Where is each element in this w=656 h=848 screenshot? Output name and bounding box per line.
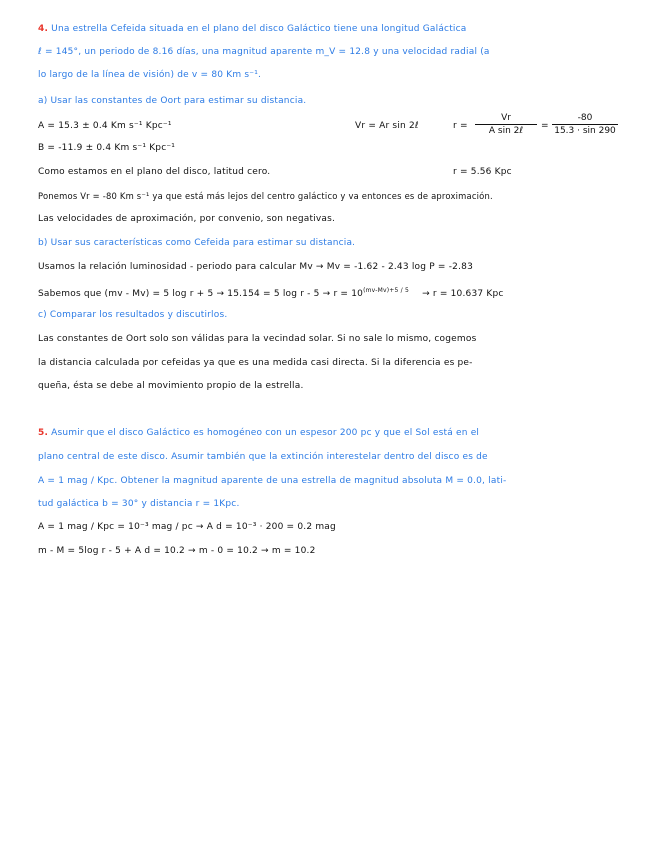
problem-4-number: 4.: [38, 24, 49, 34]
fraction-2-bar: [552, 124, 618, 125]
fraction-vr-over-asin: [475, 113, 537, 136]
problem-4-line-1: [38, 24, 467, 34]
problem-5-line-4: tud galáctica b = 30° y distancia r = 1Kpc.: [38, 499, 240, 509]
question-4c: c) Comparar los resultados y discutirlos.: [38, 310, 228, 320]
distance-equals: r =: [453, 121, 468, 131]
discussion-line-2: la distancia calculada por cefeidas ya que es una medida casi directa. Si la diferencia es pe-: [38, 358, 473, 368]
problem-5-number: 5.: [38, 428, 49, 438]
problem-5-line-2: plano central de este disco. Asumir también que la extinción interestelar dentro del disco es de: [38, 452, 488, 462]
fraction-numeric: [552, 113, 618, 136]
fraction-1-bar: [475, 124, 537, 125]
discussion-line-1: Las constantes de Oort solo son válidas para la vecindad solar. Si no sale lo mismo, cogemos: [38, 334, 477, 344]
exponent: (mv-Mv)+5 / 5: [363, 287, 409, 294]
magnitude-equation: m - M = 5log r - 5 + A d = 10.2 → m - 0 = 10.2 → m = 10.2: [38, 546, 316, 556]
fraction-1-numerator: Vr: [501, 113, 511, 123]
distance-result-oort: r = 5.56 Kpc: [453, 167, 512, 177]
fraction-1-denominator: A sin 2ℓ: [488, 126, 524, 136]
problem-5-line-3: A = 1 mag / Kpc. Obtener la magnitud aparente de una estrella de magnitud absoluta M = 0.0, lati-: [38, 476, 507, 486]
problem-4-line-3: lo largo de la línea de visión) de v = 80 Km s⁻¹.: [38, 70, 262, 80]
distance-modulus-line: [38, 287, 504, 299]
paragraph-approach-1: Ponemos Vr = -80 Km s⁻¹ ya que está más lejos del centro galáctico y va entonces es de aproximación.: [38, 191, 493, 201]
extinction-equation: A = 1 mag / Kpc = 10⁻³ mag / pc → A d = 10⁻³ · 200 = 0.2 mag: [38, 522, 336, 532]
equals-sign: =: [541, 121, 549, 131]
question-4b: b) Usar sus características como Cefeida para estimar su distancia.: [38, 238, 356, 248]
period-luminosity-line: Usamos la relación luminosidad - periodo para calcular Mv → Mv = -1.62 - 2.43 log P = -2.83: [38, 262, 474, 272]
distance-modulus-text: Sabemos que (mv - Mv) = 5 log r + 5 → 15.154 = 5 log r - 5 → r = 10: [38, 289, 364, 299]
problem-5-text-1: Asumir que el disco Galáctico es homogéneo con un espesor 200 pc y que el Sol está en el: [51, 428, 480, 438]
problem-4-text-1: Una estrella Cefeida situada en el plano del disco Galáctico tiene una longitud Galáctica: [51, 24, 467, 34]
fraction-2-denominator: 15.3 · sin 290: [554, 126, 616, 136]
discussion-line-3: queña, ésta se debe al movimiento propio de la estrella.: [38, 381, 304, 391]
paragraph-approach-2: Las velocidades de aproximación, por convenio, son negativas.: [38, 214, 336, 224]
radial-velocity-formula: Vr = Ar sin 2ℓ: [355, 121, 419, 131]
problem-5-line-1: [38, 428, 479, 438]
oort-A-value: A = 15.3 ± 0.4 Km s⁻¹ Kpc⁻¹: [38, 121, 172, 131]
distance-result-cepheid: → r = 10.637 Kpc: [422, 289, 504, 299]
latitude-note: Como estamos en el plano del disco, latitud cero.: [38, 167, 271, 177]
problem-4-line-2: ℓ = 145°, un periodo de 8.16 días, una magnitud aparente m_V = 12.8 y una velocidad radial (a: [38, 47, 490, 57]
question-4a: a) Usar las constantes de Oort para estimar su distancia.: [38, 96, 307, 106]
oort-B-value: B = -11.9 ± 0.4 Km s⁻¹ Kpc⁻¹: [38, 143, 176, 153]
fraction-2-numerator: -80: [577, 113, 593, 123]
